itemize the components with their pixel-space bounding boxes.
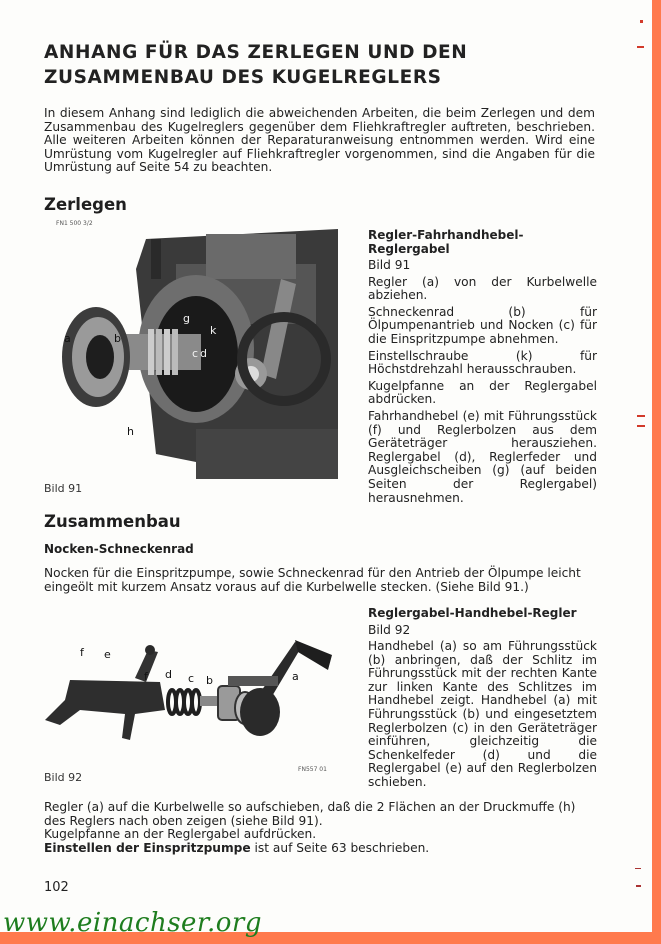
figure-91-label-k: k <box>210 324 217 337</box>
title-line-2: ZUSAMMENBAU DES KUGELREGLERS <box>44 67 442 88</box>
subheading-nocken-schneckenrad: Nocken-Schneckenrad <box>44 542 194 556</box>
figure-91-label-g: g <box>183 312 190 325</box>
margin-mark <box>637 415 645 417</box>
margin-mark <box>637 46 644 48</box>
closing-line-2: Kugelpfanne an der Reglergabel aufdrücken. <box>44 827 317 842</box>
figure-91-photo <box>56 229 338 479</box>
figure-91-label-a: a <box>64 332 71 345</box>
zusammenbau-side-paragraph: Handhebel (a) so am Führungsstück (b) anbringen, daß der Schlitz im Führungsstück mit der rechten Kante zur linken Kante des Schlitzes im Handhebel zeigt. Handhebel (a) mit Führungsstück (b) und eingesetztem Reglerbolzen (c) in den Geräteträger einführen, gleichzeitig die Schenkelfeder (d) und die Reglergabel (e) auf den Reglerbolzen schieben. <box>368 639 597 790</box>
margin-mark <box>636 885 641 887</box>
figure-92-photo <box>40 630 340 768</box>
margin-mark <box>635 868 641 869</box>
figure-92-label-d: d <box>165 668 172 681</box>
nocken-paragraph: Nocken für die Einspritzpumpe, sowie Schneckenrad für den Antrieb der Ölpumpe leicht eingeölt mit kurzem Ansatz voraus auf die Kurbelwelle stecken. (Siehe Bild 91.) <box>44 566 581 594</box>
intro-paragraph: In diesem Anhang sind lediglich die abweichenden Arbeiten, die beim Zerlegen und dem Zusammenbau des Kugelreglers gegenüber dem Fliehkraftregler auftreten, beschrieben. Alle weiteren Arbeiten können der Reparaturanweisung entnommen werden. Wird eine Umrüstung vom Kugelregler auf Fliehkraftregler vorgenommen, sind die Angaben für die Umrüstung auf Seite 54 zu beachten. <box>44 106 595 175</box>
figure-91-label-d: d <box>200 347 207 360</box>
margin-mark <box>640 20 643 23</box>
figure-91-label-h: h <box>127 425 134 438</box>
zerlegen-step-2: Schneckenrad (b) für Ölpumpenantrieb und Nocken (c) für die Einspritzpumpe abnehmen. <box>368 304 597 346</box>
figure-92-label-e: e <box>104 648 111 661</box>
zusammenbau-side-heading: Reglergabel-Handhebel-Regler <box>368 606 577 620</box>
zusammenbau-instructions <box>368 607 597 793</box>
figure-92-label-f-left: f <box>80 646 84 659</box>
zerlegen-figure-ref: Bild 91 <box>368 258 411 272</box>
margin-mark <box>637 425 645 427</box>
figure-91-ref-code: FN1 500 3/2 <box>56 220 93 227</box>
figure-92-label-c: c <box>188 672 195 685</box>
lever-assembly-photo <box>40 630 340 768</box>
zerlegen-step-5: Fahrhandhebel (e) mit Führungsstück (f) und Reglerbolzen aus dem Geräteträger herausziehen. Reglergabel (d), Reglerfeder und Ausgleichscheiben (g) (auf beiden Seiten der Reglergabel) herausnehmen. <box>368 408 597 505</box>
figure-92-label-a: a <box>292 670 299 683</box>
section-heading-zerlegen: Zerlegen <box>44 195 127 214</box>
closing-line-3 <box>44 842 599 856</box>
zerlegen-step-4: Kugelpfanne an der Reglergabel abdrücken. <box>368 378 597 407</box>
zusammenbau-figure-ref: Bild 92 <box>368 622 411 637</box>
zerlegen-side-heading-line-2: Reglergabel <box>368 241 450 256</box>
closing-line-3-rest: ist auf Seite 63 beschrieben. <box>250 840 430 855</box>
figure-92-caption: Bild 92 <box>44 771 83 784</box>
zerlegen-side-heading-line-1: Regler-Fahrhandhebel- <box>368 228 524 242</box>
page-number: 102 <box>44 880 69 895</box>
figure-91-label-b: b <box>114 332 121 345</box>
closing-line-3-bold: Einstellen der Einspritzpumpe <box>44 840 251 855</box>
figure-91-label-c: c <box>192 347 199 360</box>
closing-instructions <box>44 801 599 855</box>
page-title <box>44 40 564 90</box>
title-line-1: ANHANG FÜR DAS ZERLEGEN UND DEN <box>44 42 468 63</box>
zerlegen-step-1: Regler (a) von der Kurbelwelle abziehen. <box>368 274 597 303</box>
zerlegen-side-heading <box>368 229 597 256</box>
zerlegen-step-3: Einstellschraube (k) für Höchstdrehzahl herausschrauben. <box>368 348 597 377</box>
figure-92-ref-code: FN557 01 <box>298 766 327 773</box>
figure-92-label-b: b <box>206 674 213 687</box>
watermark-link[interactable]: www.einachser.org <box>3 908 262 938</box>
closing-line-1: Regler (a) auf die Kurbelwelle so aufschieben, daß die 2 Flächen an der Druckmuffe (h) des Reglers nach oben zeigen (siehe Bild 91). <box>44 800 576 828</box>
section-heading-zusammenbau: Zusammenbau <box>44 512 181 531</box>
figure-92-label-f-right: f <box>144 670 148 683</box>
zerlegen-instructions <box>368 229 597 508</box>
figure-91-caption: Bild 91 <box>44 482 83 495</box>
